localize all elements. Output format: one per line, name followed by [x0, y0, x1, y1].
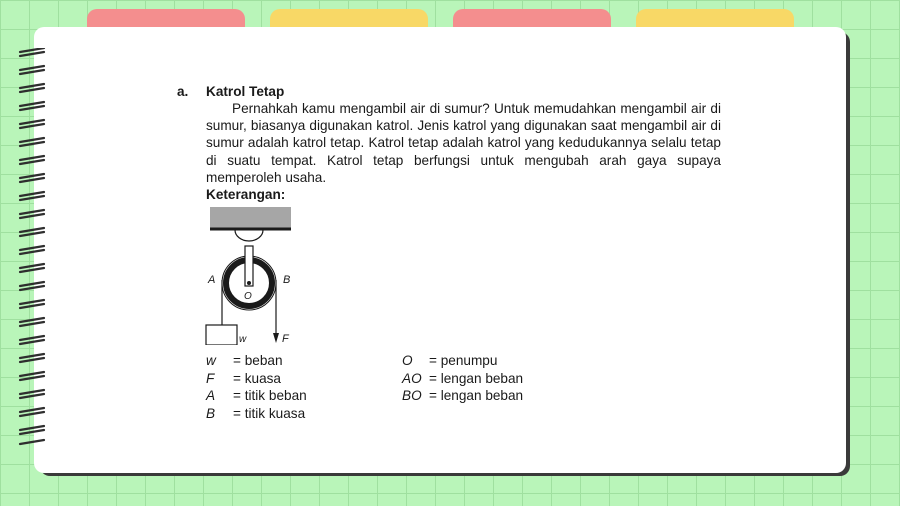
pulley-axle-bar [245, 246, 253, 286]
legend-text-BO: = lengan beban [429, 388, 524, 403]
legend-symbol-AO: AO [402, 371, 422, 386]
legend-symbol-B: B [206, 406, 216, 421]
legend-symbol-w: w [206, 353, 216, 368]
fixed-pulley-diagram [203, 205, 298, 345]
legend-text-O: = penumpu [429, 353, 498, 368]
ceiling-block [210, 207, 291, 229]
force-arrow [273, 333, 279, 343]
legend-text-AO: = lengan beban [429, 371, 524, 386]
paragraph-text: Pernahkah kamu mengambil air di sumur? Untuk memudahkan mengambil air di sumur, biasanya digunakan katrol. Jenis katrol yang digunakan saat mengambil air di sumur adalah katrol tetap. Katrol tetap adalah katrol yang kedudukannya selalu tetap di suatu tempat. Katrol tetap berfungsi untuk mengubah arah gaya supaya memperoleh usaha. [206, 101, 721, 185]
legend-text-B: = titik kuasa [233, 406, 306, 421]
label-F: F [282, 333, 289, 345]
legend-symbol-F: F [206, 371, 215, 386]
pulley-axle [247, 281, 251, 285]
section-title: Katrol Tetap [206, 84, 285, 99]
label-w: w [239, 334, 247, 345]
legend-text-w: = beban [233, 353, 283, 368]
legend-symbol-O: O [402, 353, 413, 368]
section-letter: a. [177, 84, 189, 99]
legend-text-F: = kuasa [233, 371, 281, 386]
label-B: B [283, 274, 291, 286]
pulley-mount [235, 230, 263, 241]
load-box [206, 325, 237, 345]
legend-symbol-BO: BO [402, 388, 422, 403]
keterangan-heading: Keterangan: [206, 187, 286, 202]
legend-text-A: = titik beban [233, 388, 307, 403]
legend-symbol-A: A [206, 388, 216, 403]
label-O: O [244, 291, 252, 302]
label-A: A [208, 274, 216, 286]
section-paragraph [206, 100, 721, 186]
